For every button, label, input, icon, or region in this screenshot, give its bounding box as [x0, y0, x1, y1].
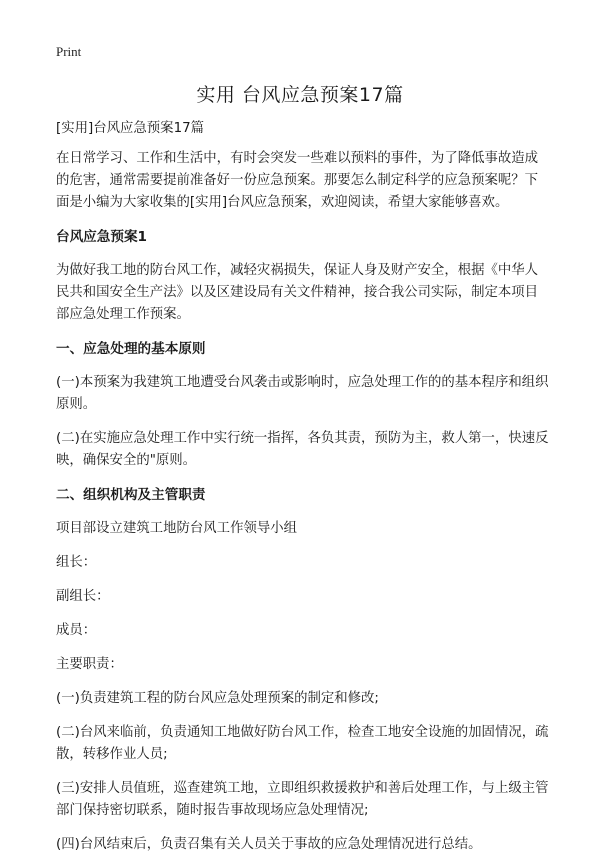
principle-item: (一)本预案为我建筑工地遭受台风袭击或影响时，应急处理工作的的基本程序和组织原则。	[56, 375, 549, 412]
section-heading: 台风应急预案1	[56, 229, 148, 245]
duty-item: (二)台风来临前，负责通知工地做好防台风工作，检查工地安全设施的加固情况，疏散，转移作业人员;	[56, 725, 549, 762]
duty-item: (四)台风结束后，负责召集有关人员关于事故的应急处理情况进行总结。	[56, 837, 482, 852]
deputy-leader-line: 副组长：	[56, 589, 110, 604]
duties-label: 主要职责：	[56, 657, 123, 672]
page-title: 实用 台风应急预案17篇	[196, 84, 404, 106]
document-subtitle: [实用]台风应急预案17篇	[56, 121, 205, 136]
part-heading: 二、组织机构及主管职责	[56, 487, 206, 503]
duty-item: (三)安排人员值班，巡查建筑工地，立即组织救援救护和善后处理工作，与上级主管部门保持密切联系，随时报告事故现场应急处理情况;	[56, 781, 549, 818]
members-line: 成员：	[56, 623, 97, 638]
document-body	[56, 118, 551, 868]
part-heading: 一、应急处理的基本原则	[56, 341, 206, 357]
section-paragraph: 为做好我工地的防台风工作，减轻灾祸损失，保证人身及财产安全，根据《中华人民共和国安全生产法》以及区建设局有关文件精神，接合我公司实际，制定本项目部应急处理工作预案。	[56, 263, 539, 322]
intro-paragraph: 在日常学习、工作和生活中，有时会突发一些难以预料的事件，为了降低事故造成的危害，通常需要提前准备好一份应急预案。那要怎么制定科学的应急预案呢？下面是小编为大家收集的[实用]台风应急预案，欢迎阅读，希望大家能够喜欢。	[56, 151, 539, 210]
print-label: Print	[56, 44, 82, 59]
org-line: 项目部设立建筑工地防台风工作领导小组	[56, 521, 298, 536]
duty-item: (一)负责建筑工程的防台风应急处理预案的制定和修改;	[56, 691, 379, 706]
principle-item: (二)在实施应急处理工作中实行统一指挥，各负其责，预防为主，救人第一，快速反映，确保安全的"原则。	[56, 431, 549, 468]
leader-line: 组长：	[56, 555, 97, 570]
